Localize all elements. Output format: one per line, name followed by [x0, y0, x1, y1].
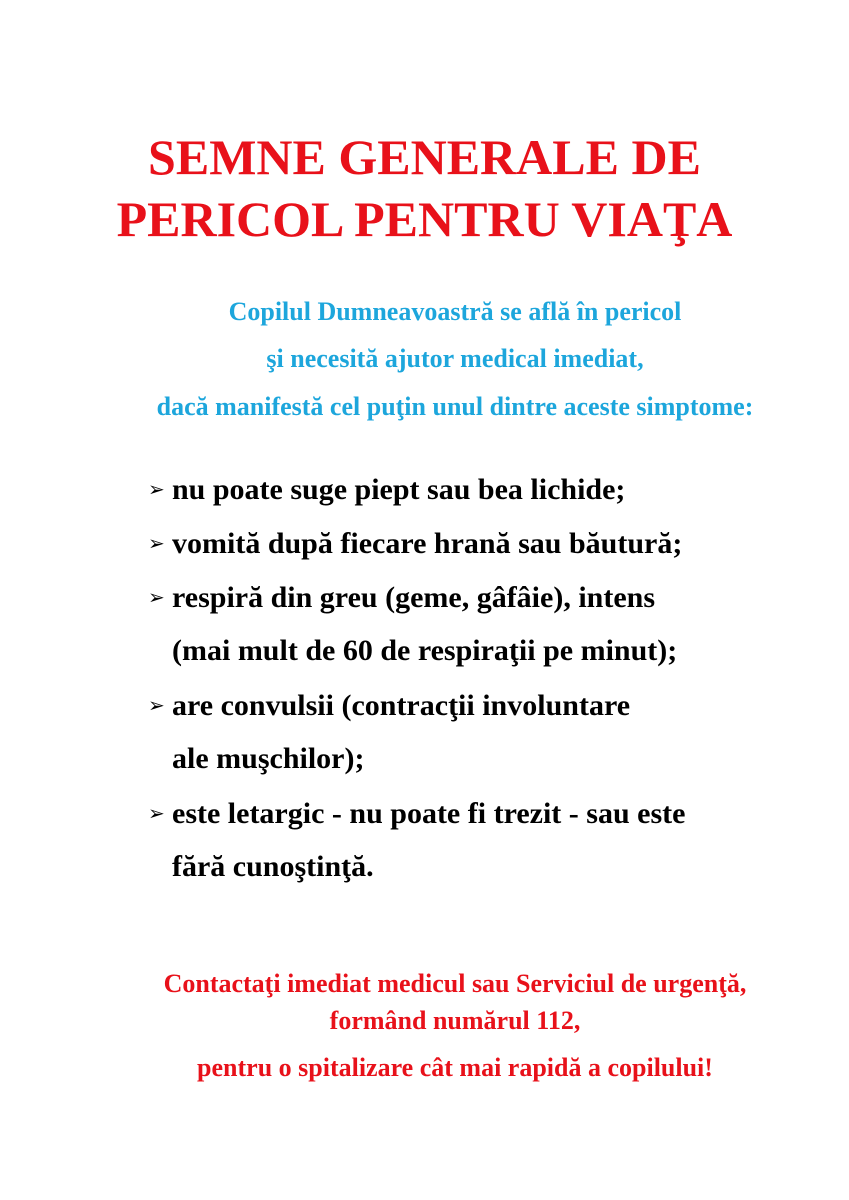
- title-line-2: PERICOL PENTRU VIAŢA: [116, 191, 733, 247]
- intro-line-1: Copilul Dumneavoastră se află în pericol: [228, 297, 682, 326]
- symptom-item-3-continuation: (mai mult de 60 de respiraţii pe minut);: [172, 634, 678, 667]
- symptom-item-5: [148, 795, 685, 832]
- symptom-item-5-text: este letargic - nu poate fi trezit - sau este: [172, 797, 686, 830]
- arrow-right-icon: ➢: [148, 585, 165, 609]
- symptom-item-1-text: nu poate suge piept sau bea lichide;: [172, 473, 626, 506]
- symptom-item-5-continuation: fără cunoştinţă.: [172, 850, 374, 883]
- symptom-item-4: [148, 687, 630, 724]
- intro-line-3: dacă manifestă cel puţin unul dintre aceste simptome:: [156, 392, 754, 421]
- footer-line-2: formând numărul 112,: [329, 1006, 581, 1035]
- title-line-1: SEMNE GENERALE DE: [148, 129, 701, 185]
- arrow-right-icon: ➢: [148, 693, 165, 717]
- symptom-item-2-text: vomită după fiecare hrană sau băutură;: [172, 527, 683, 560]
- arrow-right-icon: ➢: [148, 477, 165, 501]
- arrow-right-icon: ➢: [148, 801, 165, 825]
- footer-line-1: Contactaţi imediat medicul sau Serviciul de urgenţă,: [163, 969, 747, 998]
- symptom-item-3: [148, 579, 655, 616]
- symptom-item-1: [148, 471, 625, 508]
- arrow-right-icon: ➢: [148, 531, 165, 555]
- symptom-item-4-text: are convulsii (contracţii involuntare: [172, 689, 631, 722]
- symptom-item-3-text: respiră din greu (geme, gâfâie), intens: [172, 581, 656, 614]
- symptom-item-2: [148, 525, 682, 562]
- intro-line-2: şi necesită ajutor medical imediat,: [266, 344, 644, 373]
- footer-line-3: pentru o spitalizare cât mai rapidă a copilului!: [197, 1053, 713, 1082]
- symptom-item-4-continuation: ale muşchilor);: [172, 742, 365, 775]
